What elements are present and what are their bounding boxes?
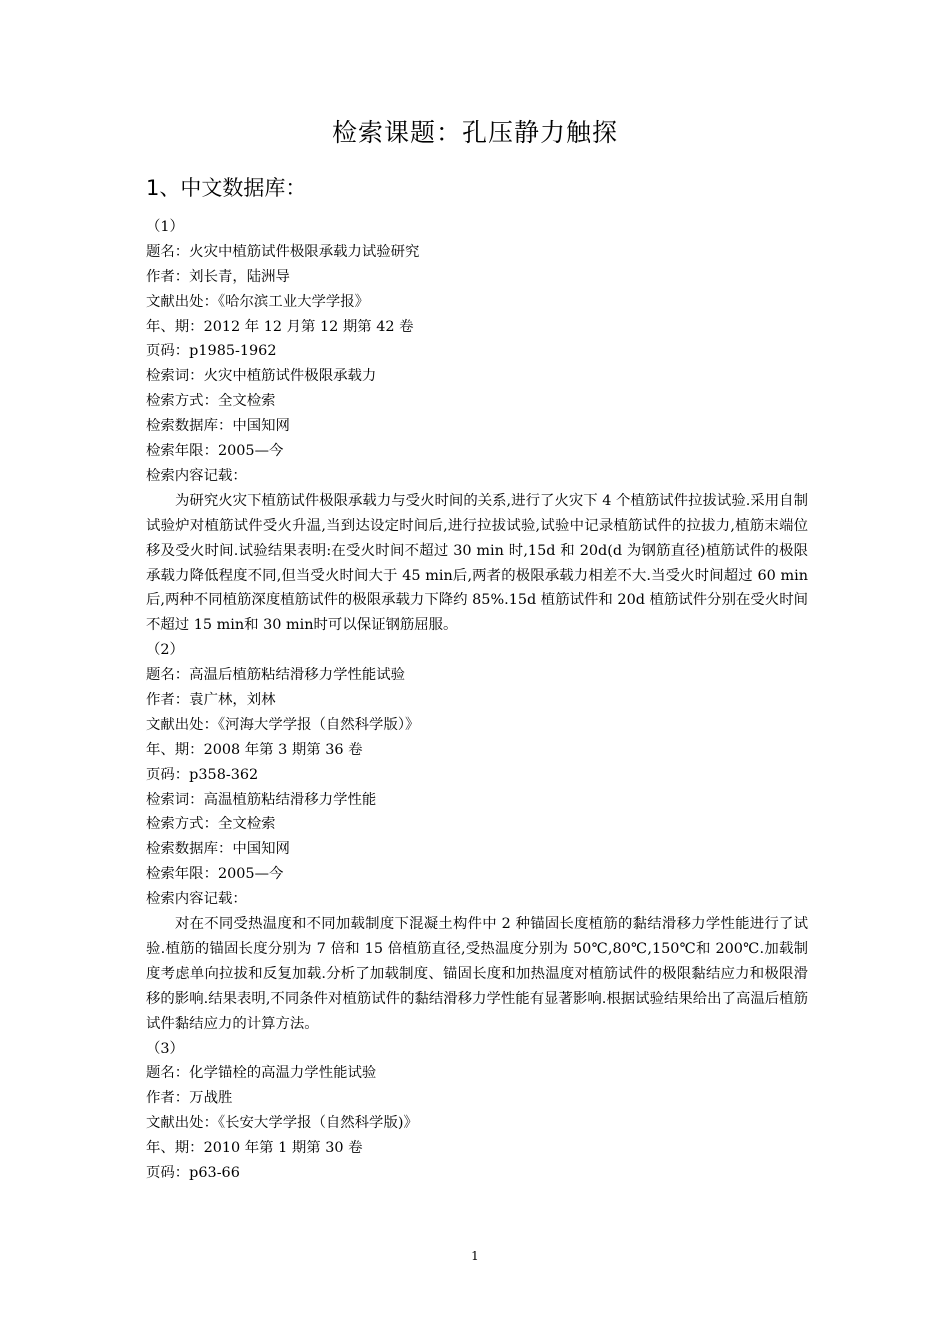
entry-search-method: 检索方式：全文检索	[146, 816, 276, 833]
entry-index: （2）	[146, 642, 184, 659]
entry-author: 作者：袁广林，刘林	[146, 692, 276, 709]
entry-keywords: 检索词：高温植筋粘结滑移力学性能	[146, 791, 377, 808]
entry-2	[146, 638, 808, 1036]
entry-3	[146, 1037, 808, 1186]
entry-source: 文献出处：《长安大学学报（自然科学版)》	[146, 1115, 418, 1132]
page-number: 1	[471, 1249, 479, 1263]
entry-issue: 年、期：2012 年 12 月第 12 期第 42 卷	[146, 318, 414, 335]
entry-pages: 页码：p358-362	[146, 766, 259, 783]
section-heading: 1、中文数据库：	[146, 176, 307, 200]
entry-title: 题名：火灾中植筋试件极限承载力试验研究	[146, 243, 420, 260]
entry-search-method: 检索方式：全文检索	[146, 393, 276, 410]
entry-author: 作者：刘长青，陆洲导	[146, 268, 290, 285]
entry-index: （1）	[146, 219, 184, 235]
entry-years: 检索年限：2005—今	[146, 443, 284, 460]
entry-issue: 年、期：2010 年第 1 期第 30 卷	[146, 1140, 363, 1157]
entry-abstract: 对在不同受热温度和不同加载制度下混凝土构件中 2 种锚固长度植筋的黏结滑移力学性能进行了试验.植筋的锚固长度分别为 7 倍和 15 倍植筋直径,受热温度分别为 50℃,80℃,150℃和 200℃.加载制度考虑单向拉拔和反复加载.分析了加载制度、锚固长度和加热温度对植筋试件的极限黏结应力和极限滑移的影响.结果表明,不同条件对植筋试件的黏结滑移力学性能有显著影响.根据试验结果给出了高温后植筋试件黏结应力的计算方法。	[146, 916, 808, 1032]
entry-database: 检索数据库：中国知网	[146, 418, 290, 435]
page-title: 检索课题：孔压静力触探	[331, 118, 618, 147]
entry-author: 作者：万战胜	[146, 1090, 233, 1107]
entry-source: 文献出处：《哈尔滨工业大学学报》	[146, 293, 370, 310]
entry-title: 题名：化学锚栓的高温力学性能试验	[146, 1065, 377, 1082]
entry-index: （3）	[146, 1040, 184, 1057]
entry-issue: 年、期：2008 年第 3 期第 36 卷	[146, 741, 363, 758]
entry-source: 文献出处：《河海大学学报（自然科学版）》	[146, 716, 420, 733]
entry-1	[146, 215, 808, 638]
entry-record-label: 检索内容记载：	[146, 891, 247, 908]
entry-title: 题名：高温后植筋粘结滑移力学性能试验	[146, 667, 406, 684]
entry-pages: 页码：p1985-1962	[146, 343, 277, 360]
entry-keywords: 检索词：火灾中植筋试件极限承载力	[146, 368, 377, 385]
entry-years: 检索年限：2005—今	[146, 866, 284, 883]
entry-record-label: 检索内容记载：	[146, 467, 247, 484]
entry-pages: 页码：p63-66	[146, 1165, 240, 1182]
entry-list	[146, 215, 808, 1186]
entry-database: 检索数据库：中国知网	[146, 841, 290, 858]
entry-abstract: 为研究火灾下植筋试件极限承载力与受火时间的关系,进行了火灾下 4 个植筋试件拉拔试验.采用自制试验炉对植筋试件受火升温,当到达设定时间后,进行拉拔试验,试验中记录植筋试件的拉拔力,植筋末端位移及受火时间.试验结果表明:在受火时间不超过 30 min 时,15d 和 20d(d 为钢筋直径)植筋试件的极限承载力降低程度不同,但当受火时间大于 45 min后,两者的极限承载力相差不大.当受火时间超过 60 min后,两种不同植筋深度植筋试件的极限承载力下降约 85%.15d 植筋试件和 20d 植筋试件分别在受火时间不超过 15 min和 30 min时可以保证钢筋屈服。	[146, 492, 808, 634]
